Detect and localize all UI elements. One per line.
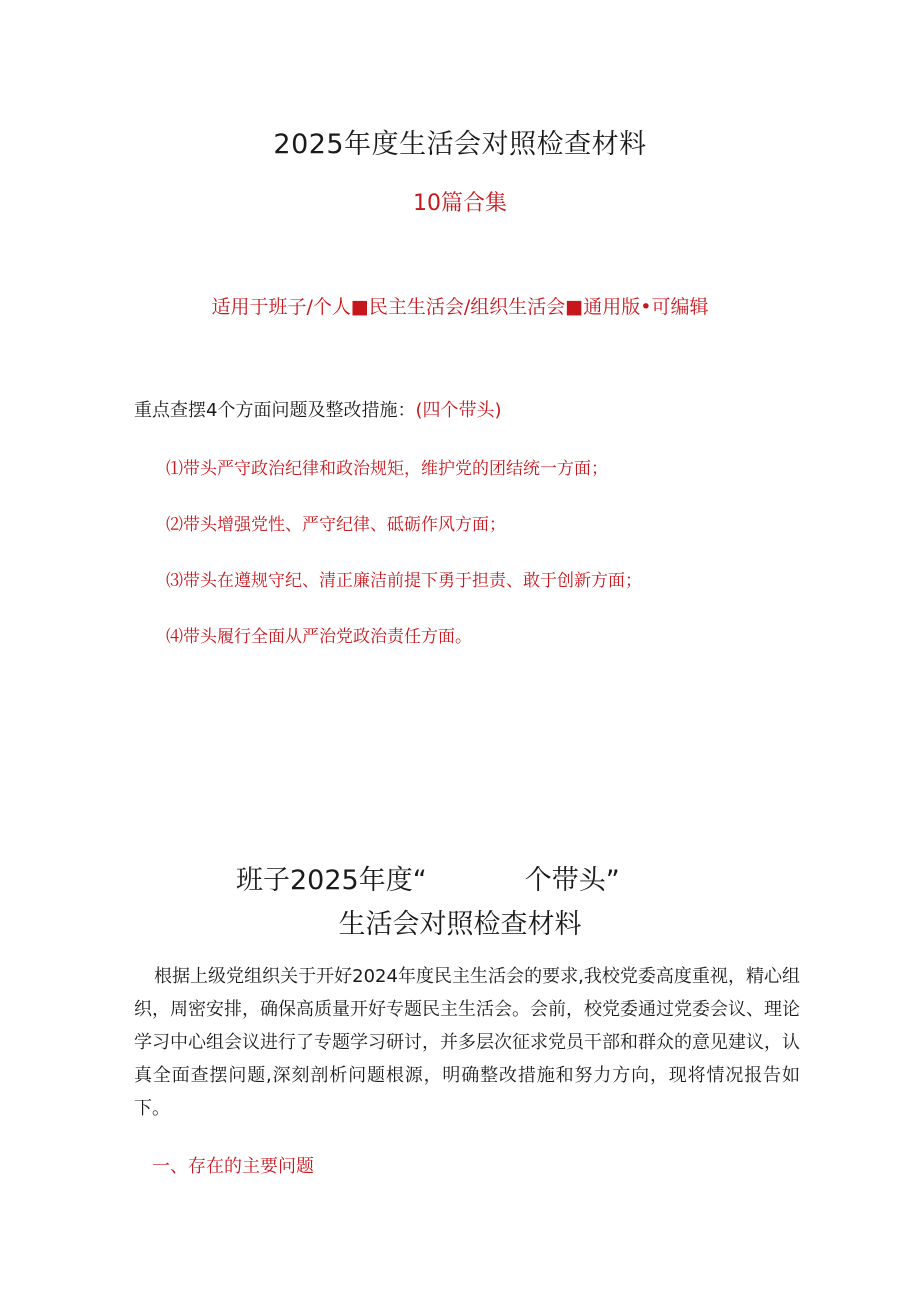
aspect-item-2: ⑵带头增强党性、严守纪律、砥砺作风方面； [166, 515, 506, 535]
aspect-item-1: ⑴带头严守政治纪律和政治规矩，维护党的团结统一方面； [166, 459, 608, 479]
section-title-right: 个带头” [524, 865, 620, 896]
document-subtitle: 10篇合集 [413, 191, 507, 216]
section-title-line-1 [236, 858, 620, 897]
key-points-highlight: (四个带头) [415, 400, 502, 421]
body-paragraph: 根据上级党组织关于开好2024年度民主生活会的要求,我校党委高度重视，精心组织，周密安排，确保高质量开好专题民主生活会。会前，校党委通过党委会议、理论学习中心组会议进行了专题学习研讨，并多层次征求党员干部和群众的意见建议，认真全面查摆问题,深刻剖析问题根源，明确整改措施和努力方向，现将情况报告如下。 [134, 966, 800, 1119]
aspect-item-4: ⑷带头履行全面从严治党政治责任方面。 [166, 627, 472, 647]
section-title-left: 班子2025年度“ [236, 865, 427, 896]
section-heading: 一、存在的主要问题 [152, 1156, 314, 1177]
document-title: 2025年度生活会对照检查材料 [273, 129, 647, 160]
applicability-note: 适用于班子/个人■民主生活会/组织生活会■通用版•可编辑 [211, 296, 709, 318]
key-points-intro [134, 396, 502, 422]
aspect-item-3: ⑶带头在遵规守纪、清正廉洁前提下勇于担责、敢于创新方面； [166, 571, 642, 591]
key-points-text: 重点查摆4个方面问题及整改措施： [134, 400, 416, 421]
section-title-line-2: 生活会对照检查材料 [338, 909, 582, 940]
